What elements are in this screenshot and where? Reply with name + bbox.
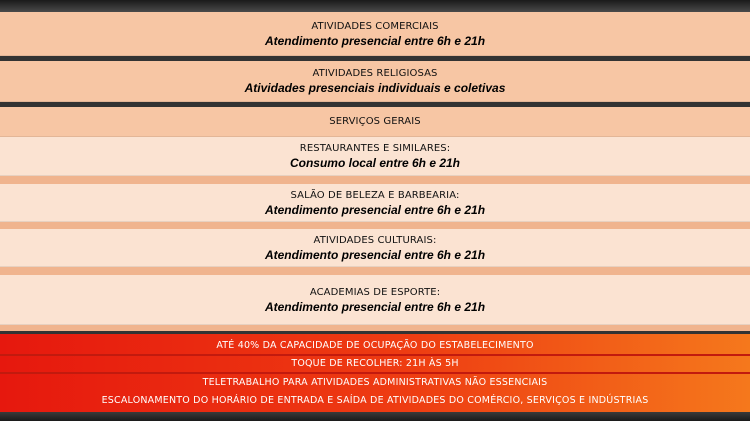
section-religious xyxy=(0,61,750,102)
section-title: ATIVIDADES RELIGIOSAS xyxy=(312,68,438,79)
section-subtitle: Atendimento presencial entre 6h e 21h xyxy=(264,202,486,217)
section-gyms xyxy=(0,275,750,325)
section-title: RESTAURANTES E SIMILARES: xyxy=(299,143,451,154)
section-subtitle: Atendimento presencial entre 6h e 21h xyxy=(264,247,486,262)
divider xyxy=(0,222,750,229)
section-restaurants xyxy=(0,137,750,176)
section-commercial xyxy=(0,12,750,56)
section-title: ATIVIDADES COMERCIAIS xyxy=(311,20,439,32)
rule-divider xyxy=(0,354,750,356)
section-subtitle: Atendimento presencial entre 6h e 21h xyxy=(264,33,486,48)
bottom-border xyxy=(0,412,750,421)
rule-curfew: TOQUE DE RECOLHER: 21H ÀS 5H xyxy=(291,358,459,369)
section-title: SALÃO DE BELEZA E BARBEARIA: xyxy=(290,189,460,201)
section-beauty-salon xyxy=(0,184,750,222)
rule-divider xyxy=(0,372,750,374)
section-title: SERVIÇOS GERAIS xyxy=(329,116,421,127)
section-subtitle: Consumo local entre 6h e 21h xyxy=(289,156,461,170)
section-cultural xyxy=(0,229,750,267)
divider xyxy=(0,176,750,184)
section-title: ATIVIDADES CULTURAIS: xyxy=(313,234,437,246)
section-general-services xyxy=(0,107,750,137)
rule-capacity: ATÉ 40% DA CAPACIDADE DE OCUPAÇÃO DO ESTABELECIMENTO xyxy=(216,340,534,351)
divider xyxy=(0,267,750,275)
section-subtitle: Atividades presenciais individuais e coletivas xyxy=(244,81,506,95)
rules-panel xyxy=(0,334,750,421)
section-subtitle: Atendimento presencial entre 6h e 21h xyxy=(264,299,486,314)
rule-staggered-hours: ESCALONAMENTO DO HORÁRIO DE ENTRADA E SAÍDA DE ATIVIDADES DO COMÉRCIO, SERVIÇOS E INDÚSTRIAS xyxy=(101,395,649,406)
section-title: ACADEMIAS DE ESPORTE: xyxy=(309,286,441,298)
rule-telework: TELETRABALHO PARA ATIVIDADES ADMINISTRATIVAS NÃO ESSENCIAIS xyxy=(202,377,548,388)
top-border xyxy=(0,0,750,12)
